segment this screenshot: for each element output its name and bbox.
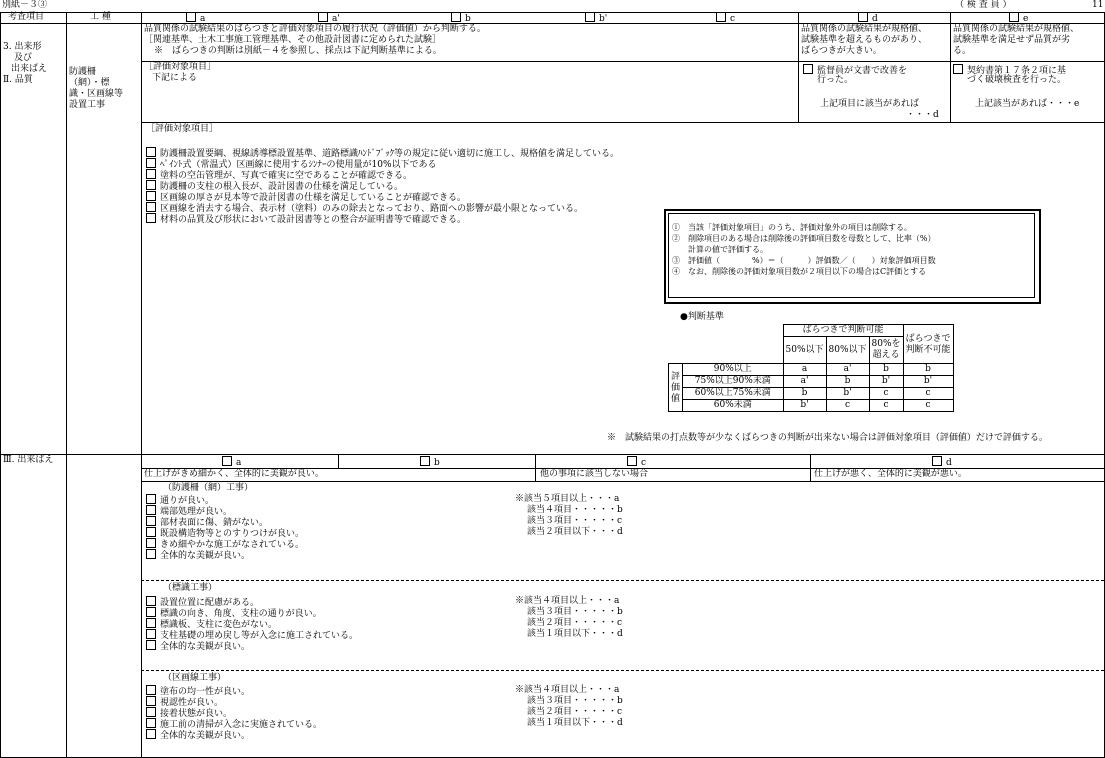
finish-item[interactable]: 視認性が良い。 [146,696,322,707]
finish-item[interactable]: 端部処理が良い。 [146,505,304,516]
checkbox-icon[interactable] [146,696,156,706]
eval-item[interactable]: ﾍﾟｲﾝﾄ式（常温式）区画線に使用するｼﾝﾅｰの使用量が10%以下である [146,158,619,169]
col-item-header: 考査項目 [8,12,45,22]
checkbox-icon[interactable] [146,685,156,695]
checkbox-icon[interactable] [146,191,156,201]
section-items [146,685,322,740]
item-3b-label: 及び [14,53,33,63]
inspector-label: （ 検 査 員 ） [955,0,1012,10]
finish-item[interactable]: 全体的な美観が良い。 [146,549,304,560]
quality-intro: 品質関係の試験結果のばらつきと評価対象項目の履行状況（評価値）から判断する。 ［関連基準、土木工事施工管理基準、その他設計図書に定められた試験］ ※ ばらつきの判断は別紙－４を参照し、採点は下記判断基準による。 [144,24,486,56]
checkbox-icon[interactable] [146,147,156,157]
eval-item[interactable]: 塗料の空缶管理が、写真で確実に空であることが確認できる。 [146,169,619,180]
item-3c-label: 出来ばえ [11,64,48,74]
grade-a-checkbox[interactable]: a [186,12,205,25]
checkbox-icon[interactable] [146,538,156,548]
eval-label: ［評価対象項目］ [146,124,219,134]
finish-item[interactable]: 既設構造物等とのすりつけが良い。 [146,527,304,538]
finish-d-text: 仕上げが悪く、全体的に美観が悪い。 [814,469,967,479]
checkbox-icon[interactable] [146,729,156,739]
section-title: （区画線工事） [163,673,227,683]
checkbox-icon[interactable] [146,180,156,190]
judge-table: ばらつきで判断可能 ばらつきで 判断不可能 50%以下 80%以下 80%を 超える 評 価 値 90%以上 a a' b b 75%以上90%未満 a' b b' b' 60%以上75%未満 b b' c c 60%未満 b' c c c [668,324,954,412]
finish-item[interactable]: 塗布の均一性が良い。 [146,685,322,696]
finish-grade-a[interactable]: a [222,456,241,469]
d-check-item[interactable]: 監督員が文書で改善を 行った。 [803,64,907,86]
checkbox-icon[interactable] [146,596,156,606]
notes-text: ① 当該「評価対象項目」のうち、評価対象外の項目は削除する。 ② 削除項目のある場合は削除後の評価項目数を母数として、比率（%） 計算の値で評価する。 ③ 評価値（ %）＝（ ）評価数／（ ）対象評価項目数 ④ なお、削除後の評価対象項目数が２項目以下の場合はC評価とする [672,223,936,276]
eval-item[interactable]: 区画線を消去する場合、表示材（塗料）のみの除去となっており、路面への影響が最小限となっている。 [146,202,619,213]
section-scores: ※該当４項目以上・・・a 該当３項目・・・・・b 該当２項目・・・・・c 該当１項目以下・・・d [515,685,623,728]
eval-item[interactable]: 材料の品質及び形状において設計図書等との整合が証明書等で確認できる。 [146,213,619,224]
finish-item[interactable]: 標識の向き、角度、支柱の通りが良い。 [146,607,358,618]
grade-a2-checkbox[interactable]: a' [318,12,340,25]
finish-item[interactable]: 全体的な美観が良い。 [146,729,322,740]
judge-title: ●判断基準 [680,312,724,322]
finish-grade-c[interactable]: c [627,456,646,469]
checkbox-icon[interactable] [146,549,156,559]
checkbox-icon[interactable] [146,527,156,537]
eval-item-list [146,147,619,224]
eval-item[interactable]: 防護柵設置要綱、視線誘導標設置基準、道路標識ﾊﾝﾄﾞﾌﾞｯｸ等の規定に従い適切に施工し、規格値を満足している。 [146,147,619,158]
grade-d-text: 品質関係の試験結果が規格値、 試験基準を超えるものがあり、 ばらつきが大きい。 [801,24,928,56]
section-title: （防護柵（網）工事） [163,483,254,493]
checkbox-icon[interactable] [146,169,156,179]
e-note: 上記該当があれば・・・e [975,99,1080,109]
grade-c-checkbox[interactable]: c [716,12,735,25]
checkbox-icon[interactable] [146,707,156,717]
checkbox-icon[interactable] [146,618,156,628]
section-items [146,596,358,651]
finish-item[interactable]: 通りが良い。 [146,494,304,505]
checkbox-icon[interactable] [146,718,156,728]
grade-b2-checkbox[interactable]: b' [585,12,607,25]
section-items [146,494,304,560]
finish-item[interactable]: きめ細やかな施工がなされている。 [146,538,304,549]
grade-e-checkbox[interactable]: e [1009,12,1028,25]
section-scores: ※該当４項目以上・・・a 該当３項目・・・・・b 該当２項目・・・・・c 該当１項目以下・・・d [515,596,623,639]
col-kind-header: 工 種 [90,12,111,22]
item-finish-label: Ⅲ. 出来ばえ [3,455,54,465]
checkbox-icon[interactable] [146,158,156,168]
grade-b-checkbox[interactable]: b [451,12,471,25]
section-scores: ※該当５項目以上・・・a 該当４項目・・・・・b 該当３項目・・・・・c 該当２項目以下・・・d [515,494,623,537]
form-id: 別紙－３③ [2,0,48,10]
section-title: （標識工事） [163,583,218,593]
item-3-label: 3. 出来形 [3,42,42,52]
grade-e-text: 品質関係の試験結果が規格値、 試験基準を満足せず品質が劣 る。 [953,24,1080,56]
finish-item[interactable]: 施工前の清掃が入念に実施されている。 [146,718,322,729]
page-number: 11 [1092,0,1104,10]
checkbox-icon[interactable] [146,202,156,212]
checkbox-icon[interactable] [146,213,156,223]
checkbox-icon[interactable] [146,629,156,639]
finish-item[interactable]: 支柱基礎の埋め戻し等が入念に施工されている。 [146,629,358,640]
finish-item[interactable]: 全体的な美観が良い。 [146,640,358,651]
finish-a-text: 仕上げがきめ細かく、全体的に美観が良い。 [144,469,324,479]
grade-d-checkbox[interactable]: d [858,12,878,25]
checkbox-icon[interactable] [146,516,156,526]
quality-target: ［評価対象項目］ 下記による [144,62,217,83]
finish-item[interactable]: 接着状態が良い。 [146,707,322,718]
checkbox-icon[interactable] [146,607,156,617]
checkbox-icon[interactable] [146,640,156,650]
checkbox-icon[interactable] [146,494,156,504]
finish-grade-b[interactable]: b [420,456,440,469]
eval-item[interactable]: 区画線の厚さが見本等で設計図書の仕様を満足していることが確認できる。 [146,191,619,202]
finish-item[interactable]: 設置位置に配慮がある。 [146,596,358,607]
d-note: 上記項目に該当があれば ・・・d [820,99,939,120]
finish-item[interactable]: 部材表面に傷、錆がない。 [146,516,304,527]
eval-item[interactable]: 防護柵の支柱の根入長が、設計図書の仕様を満足している。 [146,180,619,191]
kind-label: 防護柵 （網）・標 識・区画線等 設置工事 [69,67,124,110]
finish-grade-d[interactable]: d [932,456,952,469]
finish-c-text: 他の事項に該当しない場合 [540,469,649,479]
checkbox-icon[interactable] [146,505,156,515]
item-quality-label: Ⅱ. 品質 [3,75,33,85]
finish-item[interactable]: 標識板、支柱に変色がない。 [146,618,358,629]
e-check-item[interactable]: 契約書第１７条２項に基 づく破壊検査を行った。 [953,64,1066,86]
quality-footnote: ※ 試験結果の打点数等が少なくばらつきの判断が出来ない場合は評価対象項目（評価値）だけで評価する。 [607,433,1048,443]
